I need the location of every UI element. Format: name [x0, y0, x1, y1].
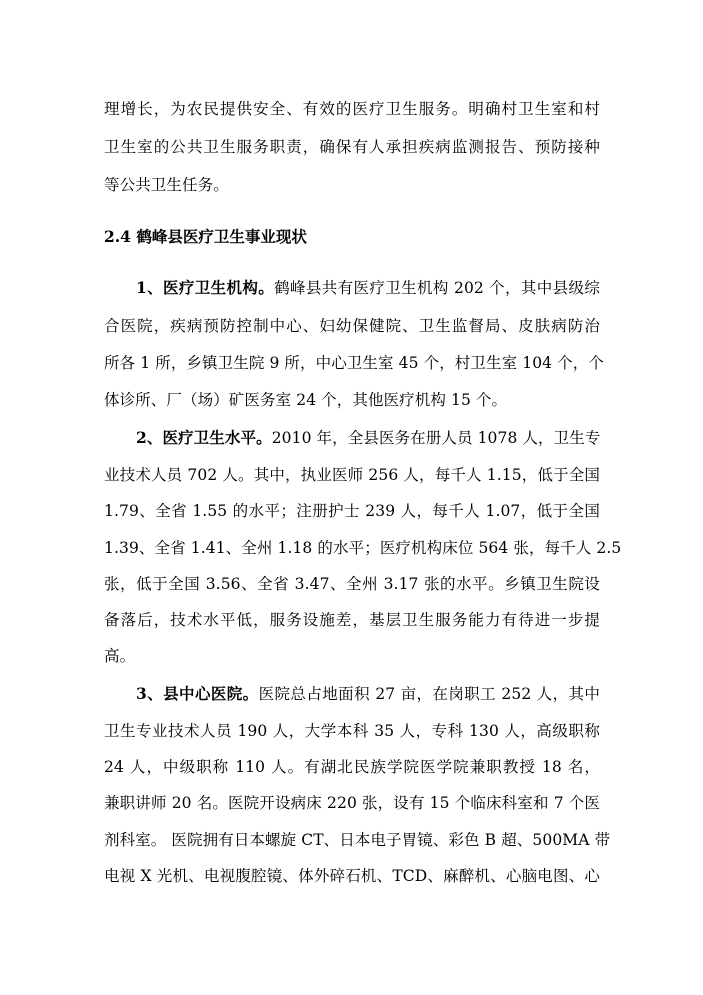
- p2-line-7: 高。: [104, 647, 136, 665]
- p1-line-4: 体诊所、厂（场）矿医务室 24 个，其他医疗机构 15 个。: [104, 391, 508, 409]
- intro-line-1: 理增长，为农民提供安全、有效的医疗卫生服务。明确村卫生室和村: [104, 100, 600, 118]
- section-title: 2.4 鹤峰县医疗卫生事业现状: [104, 227, 307, 246]
- p3-line-4: 兼职讲师 20 名。医院开设病床 220 张，设有 15 个临床科室和 7 个医: [104, 794, 600, 812]
- p2-line-6: 备落后，技术水平低，服务设施差，基层卫生服务能力有待进一步提: [104, 611, 600, 629]
- p1-first-rest: 鹤峰县共有医疗卫生机构 202 个，其中县级综: [274, 279, 600, 297]
- p3-label: 3、县中心医院。: [136, 684, 259, 703]
- intro-line-2: 卫生室的公共卫生服务职责，确保有人承担疾病监测报告、预防接种: [104, 138, 600, 156]
- p2-first-rest: 2010 年，全县医务在册人员 1078 人，卫生专: [271, 429, 601, 447]
- p2-line-1: [136, 428, 600, 448]
- p1-line-3: 所各 1 所，乡镇卫生院 9 所，中心卫生室 45 个，村卫生室 104 个，个: [104, 354, 604, 372]
- p1-line-1: [136, 278, 600, 298]
- p3-line-2: 卫生专业技术人员 190 人，大学本科 35 人，专科 130 人，高级职称: [104, 722, 600, 740]
- p1-line-2: 合医院，疾病预防控制中心、妇幼保健院、卫生监督局、皮肤病防治: [104, 317, 600, 335]
- p3-line-1: [136, 684, 600, 704]
- p2-line-4: 1.39、全省 1.41、全州 1.18 的水平；医疗机构床位 564 张，每千人 2.5: [104, 539, 622, 557]
- p2-line-5: 张，低于全国 3.56、全省 3.47、全州 3.17 张的水平。乡镇卫生院设: [104, 575, 600, 593]
- p3-line-3: 24 人，中级职称 110 人。有湖北民族学院医学院兼职教授 18 名，: [104, 758, 600, 776]
- intro-line-3: 等公共卫生任务。: [104, 176, 229, 194]
- p3-first-rest: 医院总占地面积 27 亩，在岗职工 252 人，其中: [258, 685, 600, 703]
- p3-line-6: 电视 X 光机、电视腹腔镜、体外碎石机、TCD、麻醉机、心脑电图、心: [104, 867, 600, 885]
- p1-label: 1、医疗卫生机构。: [136, 278, 275, 297]
- p2-line-3: 1.79、全省 1.55 的水平；注册护士 239 人，每千人 1.07，低于全国: [104, 502, 600, 520]
- p2-line-2: 业技术人员 702 人。其中，执业医师 256 人，每千人 1.15，低于全国: [104, 466, 600, 484]
- p3-line-5: 剂科室。 医院拥有日本螺旋 CT、日本电子胃镜、彩色 B 超、500MA 带: [104, 831, 611, 849]
- p2-label: 2、医疗卫生水平。: [136, 428, 272, 447]
